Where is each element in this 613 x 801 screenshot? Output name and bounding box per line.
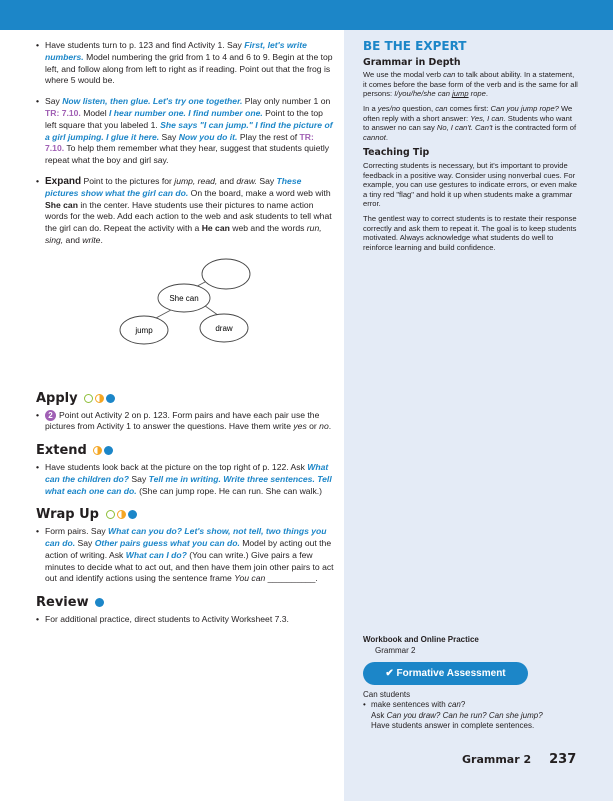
teaching-tip-paragraph-2: The gentlest way to correct students is to restate their response correctly and ask them to repeat it. The goal is to keep students motivated. Always acknowledge what students do well to reinforce learning and build confidence. — [363, 213, 577, 252]
page-footer — [462, 752, 576, 767]
grammar-depth-heading: Grammar in Depth — [363, 56, 461, 68]
can-students-ask: Ask Can you draw? Can he run? Can she jump? — [371, 710, 543, 720]
instruction-activity-1: • Have students turn to p. 123 and find Activity 1. Say First, let's write numbers. Model numbering the grid from 1 to 4 and 6 to 9. Begin at the top left, and follow along from left to right as if reading. Point out that the frog is where 5 would be. — [36, 40, 334, 87]
audio-track-ref[interactable]: TR: 7.10. — [45, 107, 81, 118]
page-number: 237 — [549, 752, 577, 767]
audio-track-ref[interactable]: TR: 7.10. — [45, 131, 314, 154]
level-outline-icon — [106, 510, 115, 519]
web-empty-node — [202, 259, 250, 289]
instruction-listen-glue: • Say Now listen, then glue. Let's try one together. Play only number 1 on TR: 7.10. Model I hear number one. I find number one. Point to the top left square that you labeled 1. She says "I can jump." I find the picture of a girl jumping. I glue it here. Say Now you do it. Play the rest of TR: 7.10. To help them remember what they hear, suggest that students quietly repeat what the boy and girl say. — [36, 96, 334, 167]
top-banner — [0, 0, 613, 30]
expert-panel — [363, 39, 578, 257]
extend-heading: Extend — [36, 445, 334, 457]
web-right-label: draw — [215, 323, 233, 333]
teaching-tip-paragraph-1: Correcting students is necessary, but it's important to provide feedback in a positive way. Consider using nonverbal cues. For example, you can use gestures to indicate errors, or even make a tiny red "flag" and hold it up when students make a grammar error. — [363, 160, 578, 209]
workbook-subtitle: Grammar 2 — [375, 645, 416, 655]
level-full-icon — [104, 446, 113, 455]
expert-title: BE THE EXPERT — [363, 39, 467, 53]
level-full-icon — [128, 510, 137, 519]
apply-instruction: • 2 Point out Activity 2 on p. 123. Form pairs and have each pair use the pictures from Activity 1 to answer the questions. Have them write yes or no. — [36, 410, 334, 434]
review-heading: Review — [36, 597, 334, 609]
level-full-icon — [106, 394, 115, 403]
footer-section: Grammar 2 — [462, 753, 532, 766]
workbook-block — [363, 635, 578, 656]
can-students-block — [363, 690, 593, 731]
wrapup-heading: Wrap Up — [36, 509, 334, 521]
can-students-intro: Can students — [363, 690, 411, 699]
formative-assessment-badge: ✔ Formative Assessment — [363, 662, 528, 685]
can-students-bullet: • make sentences with can? — [363, 700, 593, 710]
can-students-answer: Have students answer in complete sentences. — [371, 720, 535, 730]
instruction-expand: • Expand Point to the pictures for jump, read, and draw. Say These pictures show what the girl can do. On the board, make a word web with She can in the center. Have students use their pictures to name action words for the web. Add each action to the web and ask students to tell what the girl can do. Repeat the activity with a He can web and the words run, sing, and write. — [36, 176, 334, 247]
workbook-title: Workbook and Online Practice — [363, 635, 479, 644]
main-column — [36, 40, 334, 635]
level-half-icon — [95, 394, 104, 403]
review-instruction: • For additional practice, direct students to Activity Worksheet 7.3. — [36, 614, 334, 626]
teaching-tip-heading: Teaching Tip — [363, 147, 430, 159]
level-half-icon — [117, 510, 126, 519]
level-full-icon — [95, 598, 104, 607]
activity-number-badge: 2 — [45, 410, 56, 421]
level-outline-icon — [84, 394, 93, 403]
web-center-label: She can — [169, 293, 199, 303]
apply-heading: Apply — [36, 393, 334, 405]
grammar-paragraph-2: In a yes/no question, can comes first: Can you jump rope? We often reply with a short answer: Yes, I can. Students who want to answer no can say No, I can't. Can't is the contracted form of cannot. — [363, 103, 577, 142]
web-left-label: jump — [135, 325, 153, 335]
word-web-diagram — [36, 256, 334, 381]
wrapup-instruction: • Form pairs. Say What can you do? Let's show, not tell, two things you can do. Say Other pairs guess what you can do. Model by acting out the action of writing. Ask What can I do? (You can write.) Give pairs a few minutes to decide what to act out, and then have them join other pairs to act out and identify actions using the sentence frame You can __________. — [36, 526, 334, 585]
extend-instruction: • Have students look back at the picture on the top right of p. 122. Ask What can the children do? Say Tell me in writing. Write three sentences. Tell what each one can do. (She can jump rope. He can run. She can walk.) — [36, 462, 334, 497]
grammar-paragraph-1: We use the modal verb can to talk about ability. In a statement, it comes before the base form of the verb and is the same for all persons: I/you/he/she can jump rope. — [363, 70, 578, 99]
level-half-icon — [93, 446, 102, 455]
